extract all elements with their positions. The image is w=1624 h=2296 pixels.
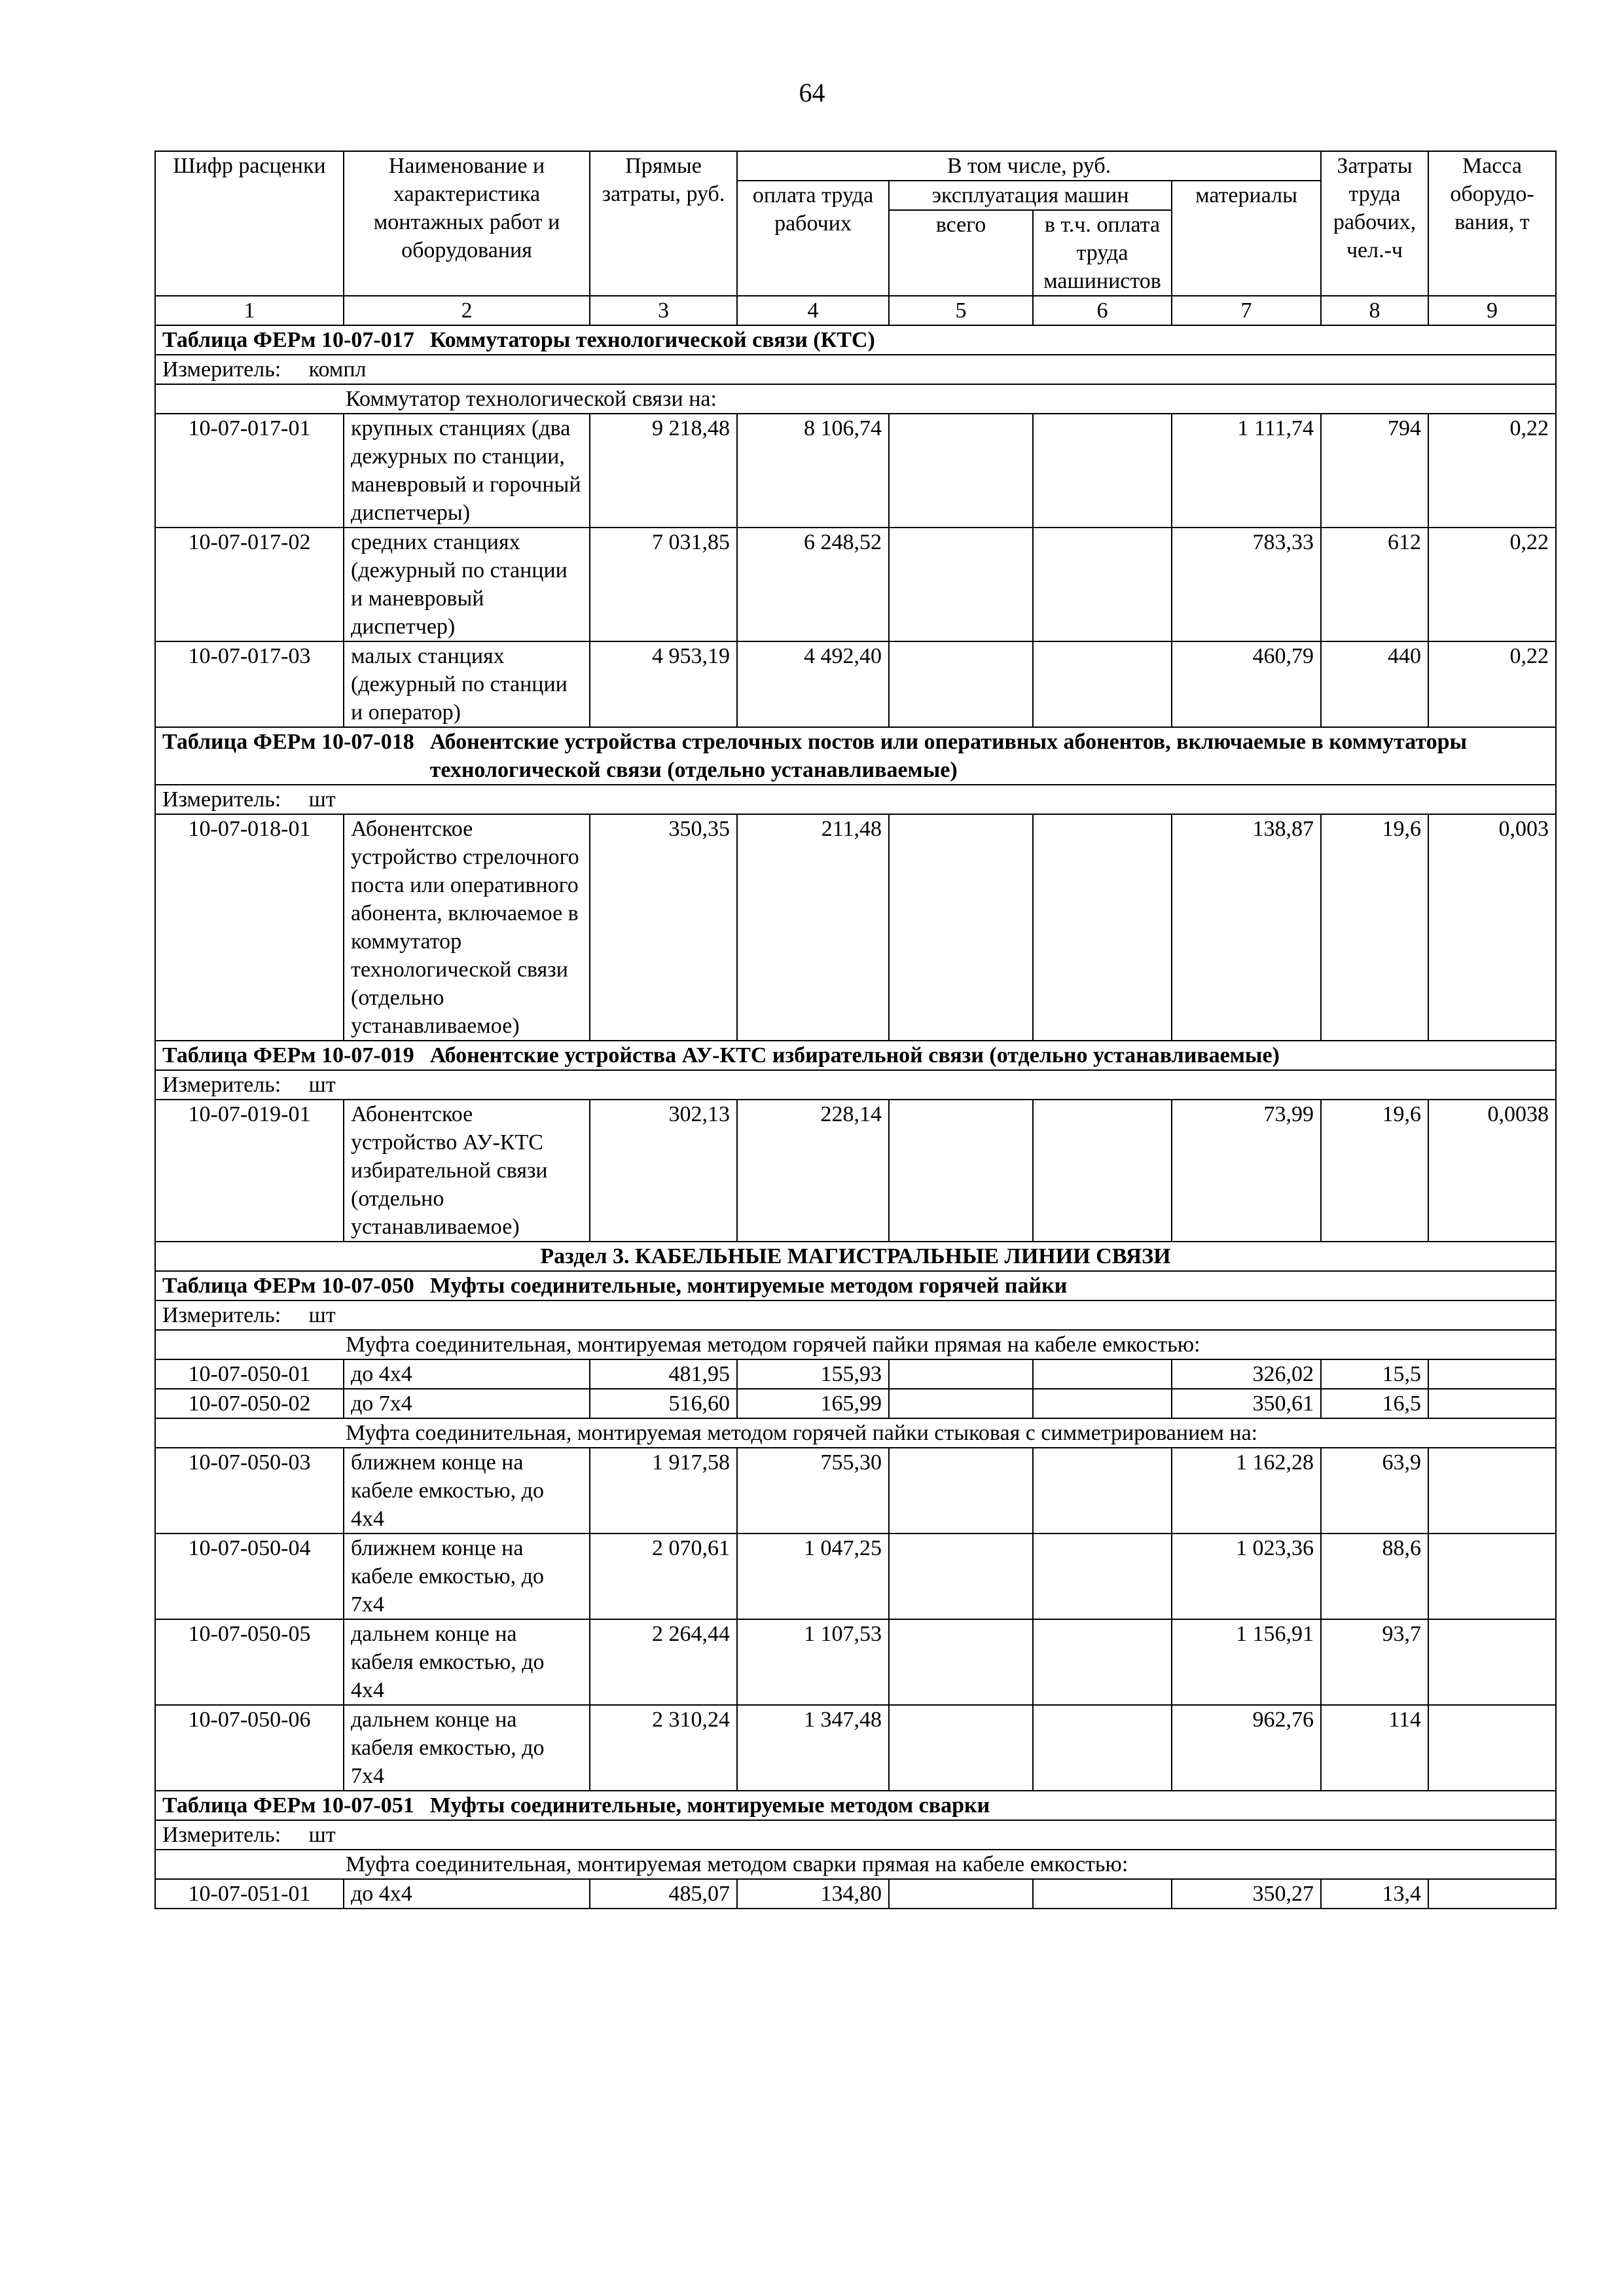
direct-cost: 2 070,61 xyxy=(590,1534,737,1619)
labor-hours: 114 xyxy=(1321,1705,1428,1791)
table-row xyxy=(155,528,1556,641)
col-number: 1 xyxy=(155,296,344,325)
col-number: 9 xyxy=(1428,296,1556,325)
group-subtitle-row xyxy=(155,1330,1556,1359)
equipment-mass: 0,22 xyxy=(1428,414,1556,528)
rate-code: 10-07-050-05 xyxy=(155,1619,344,1705)
header-machines-total: всего xyxy=(889,210,1033,296)
table-title-cell xyxy=(155,1271,1556,1300)
measure-row xyxy=(155,1820,1556,1850)
table-name: Коммутаторы технологической связи (КТС) xyxy=(429,328,875,352)
machines-total xyxy=(889,1448,1033,1534)
group-subtitle: Муфта соединительная, монтируемая методом сварки прямая на кабеле емкостью: xyxy=(155,1850,1556,1879)
direct-cost: 2 310,24 xyxy=(590,1705,737,1791)
table-title-cell xyxy=(155,1791,1556,1820)
header-labor: Затраты труда рабочих, чел.-ч xyxy=(1321,151,1428,296)
machinist-wage xyxy=(1033,1100,1172,1242)
table-label: Таблица ФЕРм 10-07-050 xyxy=(162,1274,414,1298)
labor-hours: 93,7 xyxy=(1321,1619,1428,1705)
machines-total xyxy=(889,1534,1033,1619)
equipment-mass xyxy=(1428,1619,1556,1705)
measure-unit: Измеритель: шт xyxy=(155,1820,1556,1850)
worker-wage: 228,14 xyxy=(737,1100,889,1242)
measure-unit: Измеритель: компл xyxy=(155,355,1556,384)
equipment-mass xyxy=(1428,1879,1556,1909)
table-title-cell xyxy=(155,727,1556,785)
work-name: до 4х4 xyxy=(344,1359,590,1389)
equipment-mass: 0,003 xyxy=(1428,814,1556,1041)
equipment-mass: 0,22 xyxy=(1428,641,1556,727)
table-name: Абонентские устройства стрелочных постов или оперативных абонентов, включаемые в коммутаторы технологической связи (отдельно устанавливаемые) xyxy=(429,730,1468,782)
worker-wage: 4 492,40 xyxy=(737,641,889,727)
table-row xyxy=(155,814,1556,1041)
header-row-1 xyxy=(155,151,1556,181)
rate-code: 10-07-019-01 xyxy=(155,1100,344,1242)
col-number: 4 xyxy=(737,296,889,325)
work-name: до 4х4 xyxy=(344,1879,590,1909)
equipment-mass xyxy=(1428,1359,1556,1389)
table-row xyxy=(155,1534,1556,1619)
labor-hours: 19,6 xyxy=(1321,814,1428,1041)
machinist-wage xyxy=(1033,414,1172,528)
machines-total xyxy=(889,414,1033,528)
work-name: ближнем конце на кабеле емкостью, до 4х4 xyxy=(344,1448,590,1534)
materials-cost: 326,02 xyxy=(1172,1359,1321,1389)
direct-cost: 350,35 xyxy=(590,814,737,1041)
group-subtitle-row xyxy=(155,1418,1556,1448)
worker-wage: 1 347,48 xyxy=(737,1705,889,1791)
materials-cost: 1 156,91 xyxy=(1172,1619,1321,1705)
machines-total xyxy=(889,1359,1033,1389)
table-title-row xyxy=(155,727,1556,785)
table-label: Таблица ФЕРм 10-07-051 xyxy=(162,1793,414,1818)
section-heading-row xyxy=(155,1242,1556,1271)
work-name: Абонентское устройство АУ-КТС избирательной связи (отдельно устанавливаемое) xyxy=(344,1100,590,1242)
equipment-mass: 0,22 xyxy=(1428,528,1556,641)
materials-cost: 73,99 xyxy=(1172,1100,1321,1242)
worker-wage: 134,80 xyxy=(737,1879,889,1909)
table-title-row xyxy=(155,1271,1556,1300)
header-code: Шифр расценки xyxy=(155,151,344,296)
table-title xyxy=(162,1272,1549,1300)
direct-cost: 485,07 xyxy=(590,1879,737,1909)
table-name: Муфты соединительные, монтируемые методом горячей пайки xyxy=(429,1274,1068,1298)
table-title xyxy=(162,326,1549,354)
work-name: до 7х4 xyxy=(344,1389,590,1418)
table-row xyxy=(155,1100,1556,1242)
work-name: средних станциях (дежурный по станции и маневровый диспетчер) xyxy=(344,528,590,641)
group-subtitle-row xyxy=(155,384,1556,414)
rate-code: 10-07-050-03 xyxy=(155,1448,344,1534)
table-row xyxy=(155,1359,1556,1389)
labor-hours: 612 xyxy=(1321,528,1428,641)
machines-total xyxy=(889,1389,1033,1418)
machinist-wage xyxy=(1033,641,1172,727)
worker-wage: 1 047,25 xyxy=(737,1534,889,1619)
materials-cost: 460,79 xyxy=(1172,641,1321,727)
work-name: дальнем конце на кабеля емкостью, до 7х4 xyxy=(344,1705,590,1791)
table-name: Муфты соединительные, монтируемые методом сварки xyxy=(429,1793,990,1818)
rate-code: 10-07-051-01 xyxy=(155,1879,344,1909)
machinist-wage xyxy=(1033,1705,1172,1791)
table-label: Таблица ФЕРм 10-07-019 xyxy=(162,1043,414,1067)
materials-cost: 962,76 xyxy=(1172,1705,1321,1791)
work-name: крупных станциях (два дежурных по станции, маневровый и горочный диспетчеры) xyxy=(344,414,590,528)
col-number: 7 xyxy=(1172,296,1321,325)
measure-row xyxy=(155,1300,1556,1330)
direct-cost: 4 953,19 xyxy=(590,641,737,727)
group-subtitle: Муфта соединительная, монтируемая методом горячей пайки прямая на кабеле емкостью: xyxy=(155,1330,1556,1359)
equipment-mass xyxy=(1428,1534,1556,1619)
measure-unit: Измеритель: шт xyxy=(155,1300,1556,1330)
table-title-row xyxy=(155,325,1556,355)
equipment-mass: 0,0038 xyxy=(1428,1100,1556,1242)
direct-cost: 9 218,48 xyxy=(590,414,737,528)
header-name: Наименование и характеристика монтажных работ и оборудования xyxy=(344,151,590,296)
rate-code: 10-07-050-04 xyxy=(155,1534,344,1619)
header-direct: Прямые затраты, руб. xyxy=(590,151,737,296)
equipment-mass xyxy=(1428,1448,1556,1534)
rate-code: 10-07-050-02 xyxy=(155,1389,344,1418)
machinist-wage xyxy=(1033,814,1172,1041)
materials-cost: 138,87 xyxy=(1172,814,1321,1041)
col-number: 6 xyxy=(1033,296,1172,325)
group-subtitle: Муфта соединительная, монтируемая методом горячей пайки стыковая с симметрированием на: xyxy=(155,1418,1556,1448)
labor-hours: 13,4 xyxy=(1321,1879,1428,1909)
column-numbers-row xyxy=(155,296,1556,325)
header-materials: материалы xyxy=(1172,181,1321,296)
machinist-wage xyxy=(1033,1534,1172,1619)
direct-cost: 302,13 xyxy=(590,1100,737,1242)
table-label: Таблица ФЕРм 10-07-018 xyxy=(162,730,414,754)
col-number: 3 xyxy=(590,296,737,325)
table-title-cell xyxy=(155,325,1556,355)
work-name: дальнем конце на кабеля емкостью, до 4х4 xyxy=(344,1619,590,1705)
machinist-wage xyxy=(1033,528,1172,641)
labor-hours: 88,6 xyxy=(1321,1534,1428,1619)
worker-wage: 755,30 xyxy=(737,1448,889,1534)
machines-total xyxy=(889,641,1033,727)
machinist-wage xyxy=(1033,1619,1172,1705)
direct-cost: 1 917,58 xyxy=(590,1448,737,1534)
machines-total xyxy=(889,1619,1033,1705)
direct-cost: 2 264,44 xyxy=(590,1619,737,1705)
table-row xyxy=(155,1389,1556,1418)
rate-code: 10-07-050-06 xyxy=(155,1705,344,1791)
machines-total xyxy=(889,1879,1033,1909)
materials-cost: 350,27 xyxy=(1172,1879,1321,1909)
group-subtitle-row xyxy=(155,1850,1556,1879)
equipment-mass xyxy=(1428,1389,1556,1418)
section-heading: Раздел 3. КАБЕЛЬНЫЕ МАГИСТРАЛЬНЫЕ ЛИНИИ СВЯЗИ xyxy=(155,1242,1556,1271)
materials-cost: 1 023,36 xyxy=(1172,1534,1321,1619)
materials-cost: 350,61 xyxy=(1172,1389,1321,1418)
header-machines-wage: в т.ч. оплата труда машинистов xyxy=(1033,210,1172,296)
header-including: В том числе, руб. xyxy=(737,151,1321,181)
group-subtitle: Коммутатор технологической связи на: xyxy=(155,384,1556,414)
rate-code: 10-07-050-01 xyxy=(155,1359,344,1389)
work-name: Абонентское устройство стрелочного поста или оперативного абонента, включаемое в коммутатор технологической связи (отдельно устанавливаемое) xyxy=(344,814,590,1041)
col-number: 2 xyxy=(344,296,590,325)
labor-hours: 15,5 xyxy=(1321,1359,1428,1389)
table-title-row xyxy=(155,1791,1556,1820)
machinist-wage xyxy=(1033,1359,1172,1389)
rate-code: 10-07-017-01 xyxy=(155,414,344,528)
col-number: 8 xyxy=(1321,296,1428,325)
labor-hours: 440 xyxy=(1321,641,1428,727)
table-title xyxy=(162,728,1549,784)
worker-wage: 8 106,74 xyxy=(737,414,889,528)
measure-unit: Измеритель: шт xyxy=(155,1070,1556,1100)
table-title-cell xyxy=(155,1041,1556,1070)
machinist-wage xyxy=(1033,1389,1172,1418)
measure-row xyxy=(155,1070,1556,1100)
header-mass: Масса оборудо- вания, т xyxy=(1428,151,1556,296)
worker-wage: 6 248,52 xyxy=(737,528,889,641)
direct-cost: 7 031,85 xyxy=(590,528,737,641)
materials-cost: 783,33 xyxy=(1172,528,1321,641)
labor-hours: 16,5 xyxy=(1321,1389,1428,1418)
table-name: Абонентские устройства АУ-КТС избирательной связи (отдельно устанавливаемые) xyxy=(429,1043,1280,1067)
direct-cost: 516,60 xyxy=(590,1389,737,1418)
table-title xyxy=(162,1041,1549,1069)
price-table xyxy=(154,151,1557,1909)
equipment-mass xyxy=(1428,1705,1556,1791)
machines-total xyxy=(889,528,1033,641)
labor-hours: 19,6 xyxy=(1321,1100,1428,1242)
machines-total xyxy=(889,814,1033,1041)
measure-unit: Измеритель: шт xyxy=(155,785,1556,814)
worker-wage: 211,48 xyxy=(737,814,889,1041)
direct-cost: 481,95 xyxy=(590,1359,737,1389)
machines-total xyxy=(889,1705,1033,1791)
work-name: малых станциях (дежурный по станции и оператор) xyxy=(344,641,590,727)
rate-code: 10-07-017-03 xyxy=(155,641,344,727)
machinist-wage xyxy=(1033,1448,1172,1534)
machinist-wage xyxy=(1033,1879,1172,1909)
table-row xyxy=(155,1705,1556,1791)
rate-code: 10-07-017-02 xyxy=(155,528,344,641)
table-row xyxy=(155,414,1556,528)
table-row xyxy=(155,1619,1556,1705)
labor-hours: 63,9 xyxy=(1321,1448,1428,1534)
header-machines: эксплуатация машин xyxy=(889,181,1172,210)
measure-row xyxy=(155,785,1556,814)
header-wage: оплата труда рабочих xyxy=(737,181,889,296)
worker-wage: 1 107,53 xyxy=(737,1619,889,1705)
labor-hours: 794 xyxy=(1321,414,1428,528)
worker-wage: 165,99 xyxy=(737,1389,889,1418)
col-number: 5 xyxy=(889,296,1033,325)
materials-cost: 1 111,74 xyxy=(1172,414,1321,528)
machines-total xyxy=(889,1100,1033,1242)
rate-code: 10-07-018-01 xyxy=(155,814,344,1041)
worker-wage: 155,93 xyxy=(737,1359,889,1389)
table-row xyxy=(155,641,1556,727)
table-row xyxy=(155,1448,1556,1534)
work-name: ближнем конце на кабеле емкостью, до 7х4 xyxy=(344,1534,590,1619)
table-title-row xyxy=(155,1041,1556,1070)
page-number: 64 xyxy=(799,78,825,107)
table-label: Таблица ФЕРм 10-07-017 xyxy=(162,328,414,352)
measure-row xyxy=(155,355,1556,384)
table-title xyxy=(162,1791,1549,1820)
materials-cost: 1 162,28 xyxy=(1172,1448,1321,1534)
table-row xyxy=(155,1879,1556,1909)
